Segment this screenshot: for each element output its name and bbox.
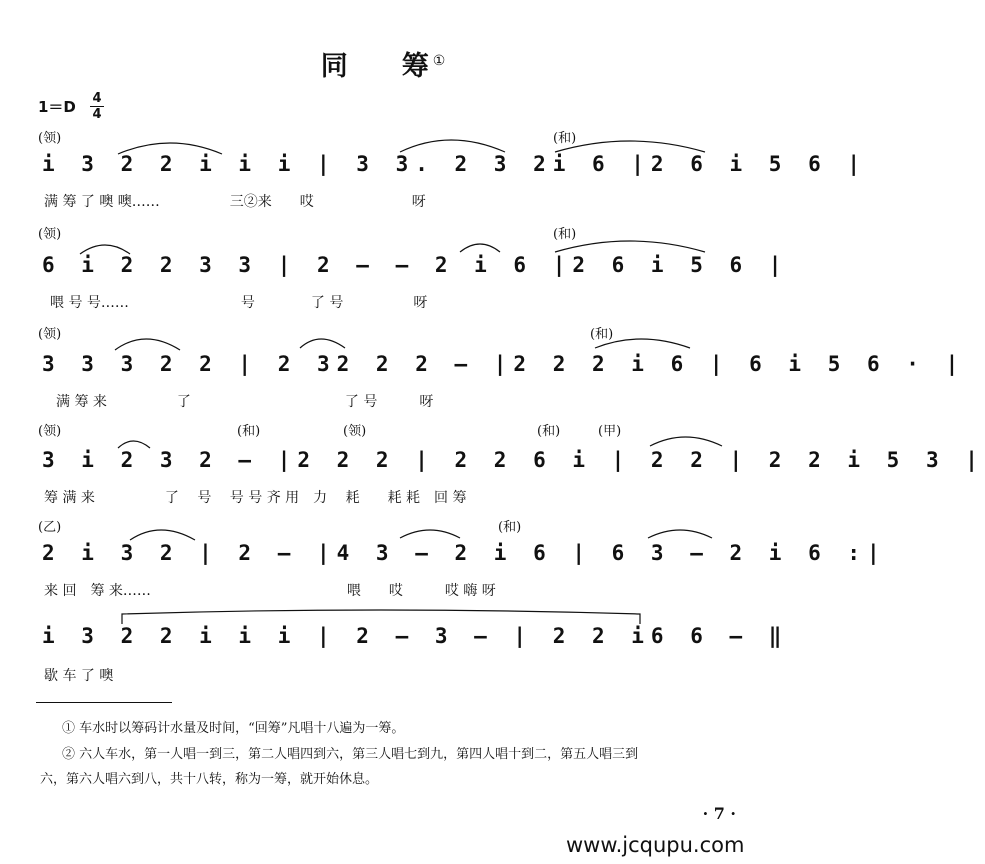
notation-line: 3 i 2 3 2 – |2 2 2 | 2 2 6 i | 2 2 | 2 2 i 5 3 | (42, 448, 985, 472)
slur-marks (0, 516, 766, 546)
footnote-rule (36, 702, 172, 703)
role-label: (和) (537, 424, 561, 439)
footnote-1: ① 车水时以筹码计水量及时间，“回筹”凡唱十八遍为一筹。 (62, 721, 405, 736)
footnote-2: ② 六人车水，第一人唱一到三，第二人唱四到六，第三人唱七到九，第四人唱十到二，第五人唱三到 (62, 747, 639, 762)
lyrics-line: 歇 车 了 噢 (44, 668, 114, 684)
role-label: (领) (343, 424, 367, 439)
role-label: (和) (237, 424, 261, 439)
slur-marks (0, 424, 766, 454)
role-label: (和) (553, 131, 577, 146)
lyrics-line: 喂 号 号…… 号 了 号 呀 (50, 295, 428, 311)
title-text: 同 筹 (320, 51, 429, 82)
notation-line: i 3 2 2 i i i | 3 3. 2 3 2i 6 |2 6 i 5 6 | (42, 152, 868, 176)
slur-marks (0, 230, 766, 260)
role-label: (和) (553, 227, 577, 242)
role-label: (乙) (38, 520, 62, 535)
notation-line: i 3 2 2 i i i | 2 – 3 – | 2 2 i6 6 – ‖ (42, 624, 789, 648)
role-label: (和) (498, 520, 522, 535)
role-label: (领) (38, 227, 62, 242)
slur-marks (0, 130, 766, 160)
key-signature: 1＝D (38, 98, 76, 116)
time-signature-bottom: 4 (92, 107, 102, 122)
lyrics-line: 筹 满 来 了 号 号 号 齐 用 力 耗 耗 耗 回 筹 (44, 490, 467, 506)
site-watermark: www.jcqupu.com (566, 833, 745, 857)
slur-marks (0, 326, 766, 356)
role-label: (领) (38, 327, 62, 342)
lyrics-line: 满 筹 了 噢 噢…… 三②来 哎 呀 (44, 194, 426, 210)
notation-line: 2 i 3 2 | 2 – |4 3 – 2 i 6 | 6 3 – 2 i 6 :| (42, 541, 887, 565)
title-footnote-mark: ① (432, 53, 446, 69)
page-title (0, 44, 766, 83)
time-signature (90, 92, 104, 121)
role-label: (领) (38, 131, 62, 146)
role-label: (甲) (598, 424, 622, 439)
role-label: (和) (590, 327, 614, 342)
lyrics-line: 满 筹 来 了 了 号 呀 (56, 394, 434, 410)
role-label: (领) (38, 424, 62, 439)
notation-line: 6 i 2 2 3 3 | 2 – – 2 i 6 |2 6 i 5 6 | (42, 253, 789, 277)
notation-line: 3 3 3 2 2 | 2 32 2 2 – |2 2 2 i 6 | 6 i 5 6 · | (42, 352, 966, 376)
time-signature-top: 4 (92, 91, 102, 106)
lyrics-line: 来 回 筹 来…… 喂 哎 哎 嗨 呀 (44, 583, 496, 599)
page-number: · 7 · (702, 804, 736, 823)
footnote-2-continued: 六，第六人唱六到八，共十八转，称为一筹，就开始休息。 (40, 772, 379, 787)
